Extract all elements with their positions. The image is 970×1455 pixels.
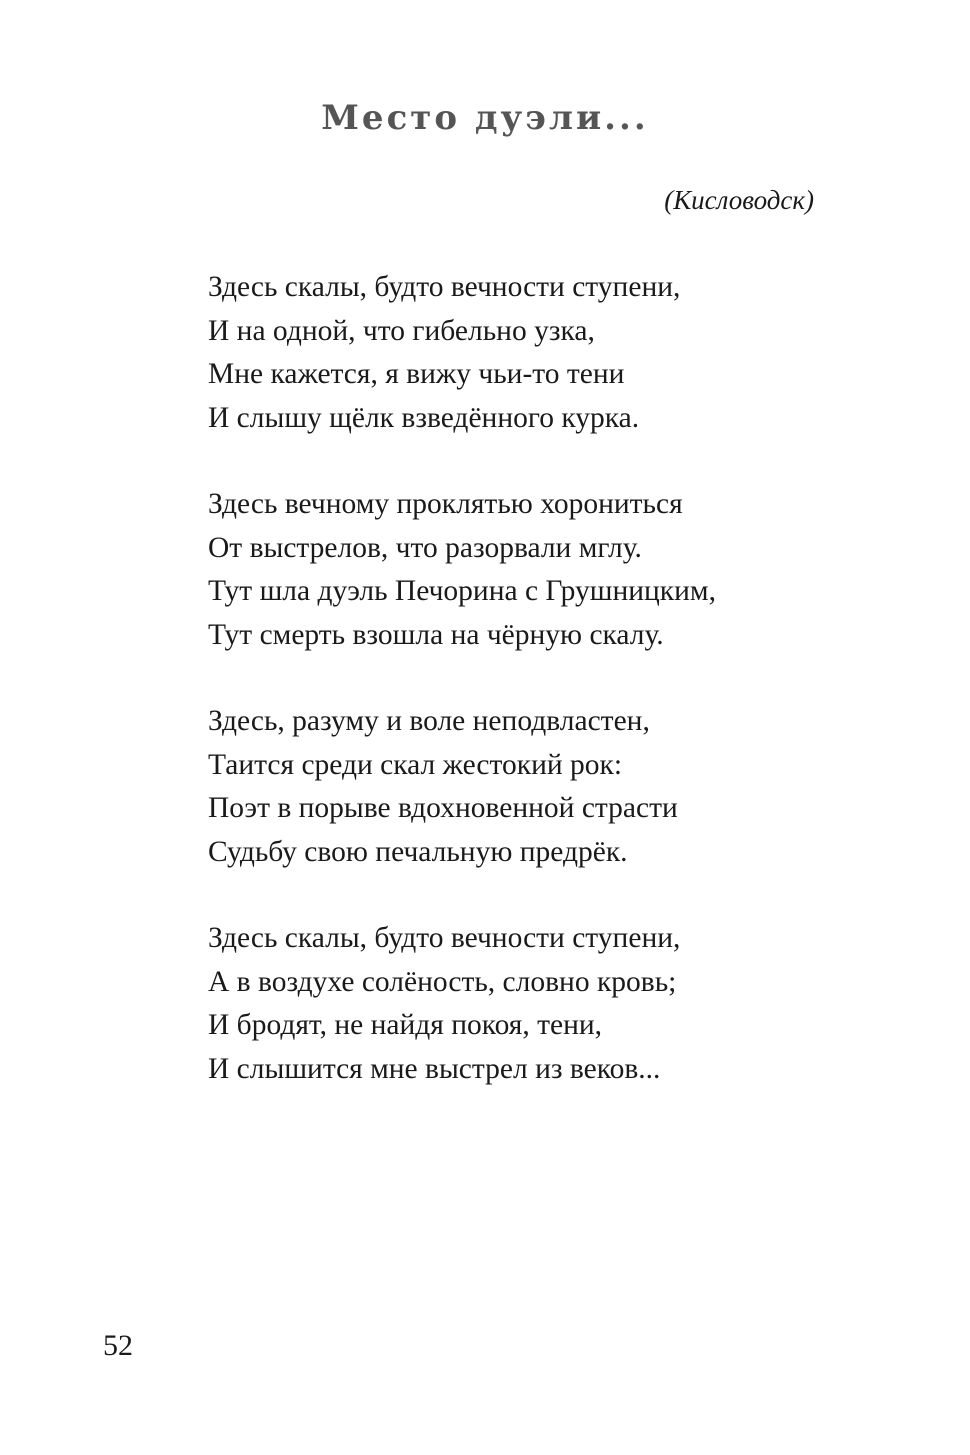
poem-line: Здесь скалы, будто вечности ступени, xyxy=(208,922,681,954)
poem-line: Таится среди скал жестокий рок: xyxy=(208,748,623,781)
stanza-3 xyxy=(208,700,908,874)
poem-line: И на одной, что гибельно узка, xyxy=(208,314,595,347)
poem-line: Мне кажется, я вижу чьи-то тени xyxy=(208,358,625,390)
poem-line: Тут шла дуэль Печорина с Грушницким, xyxy=(208,575,716,607)
stanza-4 xyxy=(208,917,908,1091)
stanza-2 xyxy=(208,483,908,657)
poem-line: И слышится мне выстрел из веков... xyxy=(208,1052,661,1085)
poem-line: Здесь, разуму и воле неподвластен, xyxy=(208,705,650,737)
poem-line: Здесь скалы, будто вечности ступени, xyxy=(208,271,681,303)
page-number: 52 xyxy=(103,1329,133,1362)
poem-line: Здесь вечному проклятью хорониться xyxy=(208,488,683,520)
poem-location: (Кисловодск) xyxy=(664,185,814,215)
poem-line: И бродят, не найдя покоя, тени, xyxy=(208,1009,603,1041)
poem-line: От выстрелов, что разорвали мглу. xyxy=(208,531,642,564)
poem-line: А в воздухе солёность, словно кровь; xyxy=(208,965,677,998)
poem-title: Место дуэли... xyxy=(321,98,649,138)
poem-line: И слышу щёлк взведённого курка. xyxy=(208,401,640,434)
poem-line: Поэт в порыве вдохновенной страсти xyxy=(208,792,678,824)
poem-line: Судьбу свою печальную предрёк. xyxy=(208,835,628,868)
poem-line: Тут смерть взошла на чёрную скалу. xyxy=(208,618,664,651)
poem-body xyxy=(208,266,908,1134)
stanza-1 xyxy=(208,266,908,440)
